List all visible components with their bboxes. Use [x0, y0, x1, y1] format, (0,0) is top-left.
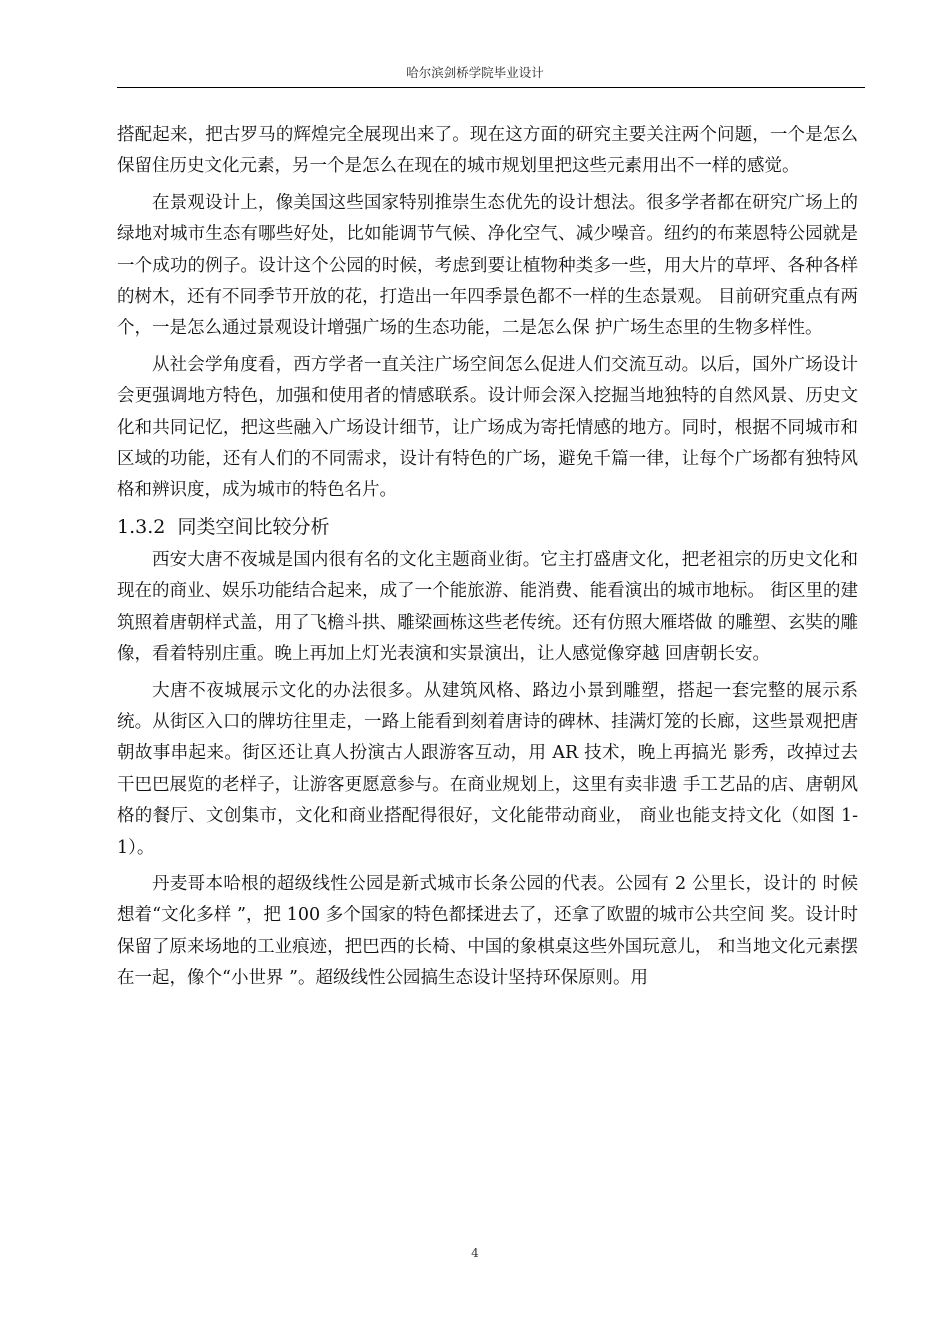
section-title: 同类空间比较分析: [177, 515, 330, 538]
paragraph-superkilen: 丹麦哥本哈根的超级线性公园是新式城市长条公园的代表。公园有 2 公里长，设计的 时候想着“文化多样 ”，把 100 多个国家的特色都揉进去了，还拿了欧盟的城市公共空间 奖。设计时保留了原来场地的工业痕迹，把巴西的长椅、中国的象棋桌这些外国玩意儿， 和当地文化元素摆在一起，像个“小世界 ”。超级线性公园搞生态设计坚持环保原则。用: [117, 873, 858, 989]
section-number: 1.3.2: [117, 515, 166, 538]
paragraph-sociology: 从社会学角度看，西方学者一直关注广场空间怎么促进人们交流互动。以后，国外广场设计会更强调地方特色，加强和使用者的情感联系。设计师会深入挖掘当地独特的自然风景、历史文化和共同记忆，把这些融入广场设计细节，让广场成为寄托情感的地方。同时，根据不同城市和区域的功能，还有人们的不同需求，设计有特色的广场，避免千篇一律，让每个广场都有独特风格和辨识度，成为城市的特色名片。: [117, 354, 858, 501]
paragraph-datang-display: 大唐不夜城展示文化的办法很多。从建筑风格、路边小景到雕塑，搭起一套完整的展示系统。从街区入口的牌坊往里走，一路上能看到刻着唐诗的碑林、挂满灯笼的长廊，这些景观把唐朝故事串起来。街区还让真人扮演古人跟游客互动，用 AR 技术，晚上再搞光 影秀，改掉过去干巴巴展览的老样子，让游客更愿意参与。在商业规划上，这里有卖非遗 手工艺品的店、唐朝风格的餐厅、文创集市，文化和商业搭配得很好，文化能带动商业， 商业也能支持文化（如图 1-1）。: [117, 680, 858, 858]
paragraph-continuation: 搭配起来，把古罗马的辉煌完全展现出来了。现在这方面的研究主要关注两个问题，一个是怎么保留住历史文化元素，另一个是怎么在现在的城市规划里把这些元素用出不一样的感觉。: [117, 125, 858, 177]
section-heading: [117, 511, 858, 543]
running-header: 哈尔滨剑桥学院毕业设计: [406, 65, 544, 80]
header-divider: [117, 87, 865, 88]
body-text: [117, 120, 858, 995]
page-number: 4: [471, 1246, 479, 1260]
paragraph-datang-intro: 西安大唐不夜城是国内很有名的文化主题商业街。它主打盛唐文化，把老祖宗的历史文化和现在的商业、娱乐功能结合起来，成了一个能旅游、能消费、能看演出的城市地标。 街区里的建筑照着唐朝样式盖，用了飞檐斗拱、雕梁画栋这些老传统。还有仿照大雁塔做 的雕塑、玄奘的雕像，看着特别庄重。晚上再加上灯光表演和实景演出，让人感觉像穿越 回唐朝长安。: [117, 549, 858, 665]
paragraph-landscape-ecology: 在景观设计上，像美国这些国家特别推崇生态优先的设计想法。很多学者都在研究广场上的绿地对城市生态有哪些好处，比如能调节气候、净化空气、减少噪音。纽约的布莱恩特公园就是一个成功的例子。设计这个公园的时候，考虑到要让植物种类多一些，用大片的草坪、各种各样的树木，还有不同季节开放的花，打造出一年四季景色都不一样的生态景观。 目前研究重点有两个，一是怎么通过景观设计增强广场的生态功能，二是怎么保 护广场生态里的生物多样性。: [117, 192, 858, 339]
